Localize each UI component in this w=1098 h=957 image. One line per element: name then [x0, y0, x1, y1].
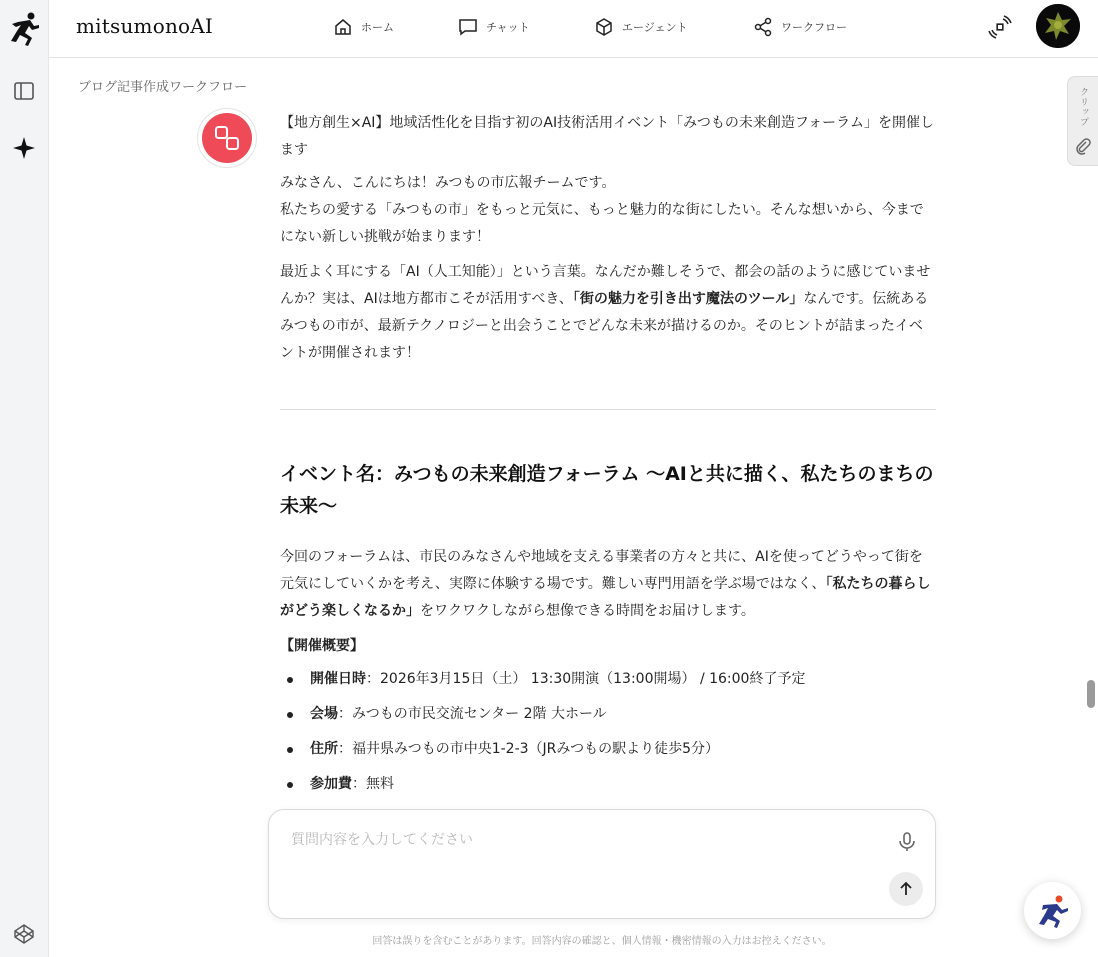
- message-composer: [268, 809, 936, 919]
- forum-paragraph-bold: 「私たちの暮らしがどう楽しくなるか」: [280, 576, 931, 619]
- disclaimer-text: 回答は誤りを含むことがあります。回答内容の確認と、個人情報・機密情報の入力はお控えください。: [372, 936, 832, 947]
- sparkle-icon[interactable]: [11, 135, 37, 161]
- ai-paragraph-bold: 「街の魅力を引き出す魔法のツール」: [572, 291, 804, 307]
- assistant-message: [280, 110, 936, 800]
- clip-tab-label: クリップ: [1078, 87, 1088, 127]
- share-icon: [753, 17, 773, 37]
- intro-line-2: 私たちの愛する「みつもの市」をもっと元気に、もっと魅力的な街にしたい。そんな想いから、今までにない新しい挑戦が始まります！: [280, 202, 924, 245]
- user-avatar[interactable]: [1036, 4, 1080, 48]
- codepen-icon[interactable]: [11, 921, 37, 947]
- nav-workflow-label: ワークフロー: [781, 21, 847, 34]
- send-button[interactable]: [889, 872, 923, 906]
- forum-paragraph: [280, 544, 936, 625]
- overview-list: [280, 666, 936, 798]
- ai-paragraph: [280, 259, 936, 367]
- runner-icon: [1035, 893, 1071, 929]
- sidebar-toggle-icon[interactable]: [11, 78, 37, 104]
- breadcrumb[interactable]: ブログ記事作成ワークフロー: [78, 80, 248, 95]
- overview-value: ：無料: [352, 776, 394, 792]
- overview-value: ：みつもの市民交流センター 2階 大ホール: [338, 706, 607, 722]
- left-rail: [0, 0, 49, 957]
- top-header: [49, 0, 1098, 58]
- ai-paragraph-b: なんです。伝統あるみつもの市が、最新テクノロジーと出会うことでどんな未来が描けるのか。そのヒントが詰まったイベントが開催されます！: [280, 291, 929, 361]
- forum-paragraph-a: 今回のフォーラムは、市民のみなさんや地域を支える事業者の方々と共に、AIを使ってどうやって街を元気にしていくかを考え、実際に体験する場です。難しい専門用語を学ぶ場ではなく、: [280, 549, 923, 592]
- overview-value: ：2026年3月15日（土） 13:30開演（13:00開場） / 16:00終了予定: [366, 671, 806, 687]
- nav-agent[interactable]: [594, 14, 688, 40]
- intro-line-1: みなさん、こんにちは！みつもの市広報チームです。: [280, 175, 616, 191]
- article-title: 【地方創生×AI】地域活性化を目指す初のAI技術活用イベント「みつもの未来創造フォーラム」を開催します: [280, 115, 935, 158]
- list-item: [280, 666, 936, 693]
- overview-key: 会場: [310, 706, 338, 722]
- nav-home[interactable]: [333, 14, 394, 40]
- home-icon: [333, 17, 353, 37]
- clip-tab[interactable]: [1067, 76, 1098, 166]
- brand-name[interactable]: mitsumonoAI: [76, 14, 214, 38]
- workflow-node-icon: [213, 124, 241, 152]
- intro-paragraph: [280, 170, 936, 251]
- ai-paragraph-a: 最近よく耳にする「AI（人工知能）」という言葉。なんだか難しそうで、都会の話のように感じていませんか？実は、AIは地方都市こそが活用すべき、: [280, 264, 931, 307]
- runner-logo-icon[interactable]: [8, 10, 42, 48]
- overview-key: 住所: [310, 741, 338, 757]
- nav-home-label: ホーム: [361, 21, 394, 34]
- paperclip-icon: [1075, 137, 1091, 155]
- list-item: [280, 736, 936, 763]
- question-input[interactable]: [291, 832, 851, 848]
- assistant-avatar: [197, 108, 257, 168]
- nav-chat[interactable]: [458, 14, 530, 40]
- event-heading: イベント名：みつもの未来創造フォーラム 〜AIと共に描く、私たちのまちの未来〜: [280, 463, 934, 517]
- nav-workflow[interactable]: [753, 14, 847, 40]
- list-item: [280, 701, 936, 728]
- broadcast-icon[interactable]: [987, 14, 1013, 40]
- overview-key: 開催日時: [310, 671, 366, 687]
- list-item: [280, 771, 936, 798]
- runner-assistant-button[interactable]: [1024, 882, 1081, 939]
- divider: [280, 409, 936, 410]
- cube-icon: [594, 17, 614, 37]
- arrow-up-icon: [897, 880, 915, 898]
- chat-icon: [458, 17, 478, 37]
- overview-value: ：福井県みつもの市中央1-2-3（JRみつもの駅より徒歩5分）: [338, 741, 720, 757]
- nav-agent-label: エージェント: [622, 21, 688, 34]
- scrollbar-thumb[interactable]: [1087, 680, 1095, 708]
- microphone-icon[interactable]: [895, 830, 919, 854]
- overview-key: 参加費: [310, 776, 352, 792]
- forum-paragraph-b: をワクワクしながら想像できる時間をお届けします。: [420, 603, 755, 619]
- nav-chat-label: チャット: [486, 21, 530, 34]
- overview-label: 【開催概要】: [280, 638, 364, 654]
